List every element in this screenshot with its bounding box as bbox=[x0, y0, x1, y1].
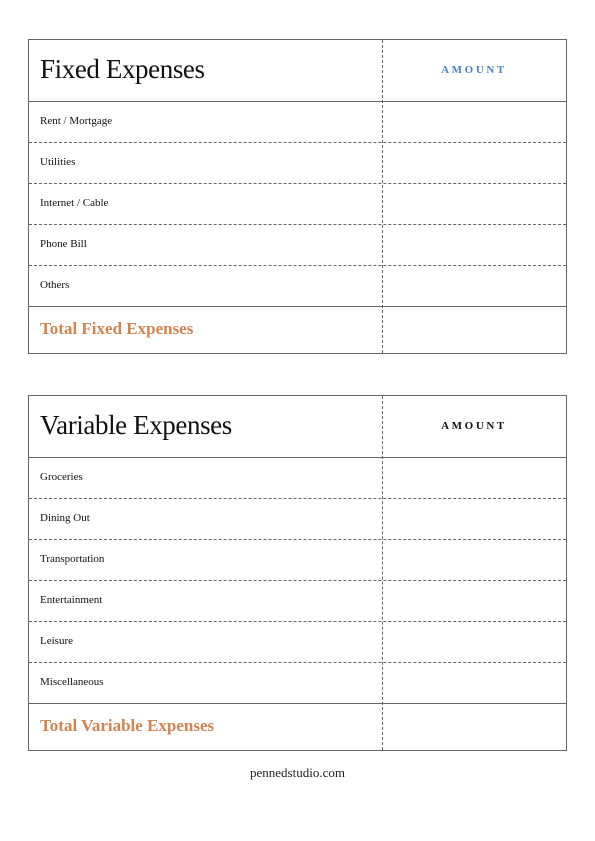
fixed-expenses-header bbox=[29, 40, 566, 102]
table-row bbox=[29, 225, 566, 266]
variable-expenses-title: Variable Expenses bbox=[40, 410, 232, 440]
table-row bbox=[29, 540, 566, 581]
row-label-groceries: Groceries bbox=[40, 471, 83, 483]
row-label-leisure: Leisure bbox=[40, 635, 73, 647]
table-row bbox=[29, 102, 566, 143]
row-label-others: Others bbox=[40, 279, 70, 291]
table-row bbox=[29, 184, 566, 225]
table-row bbox=[29, 458, 566, 499]
variable-expenses-rows bbox=[29, 458, 566, 704]
row-label-rent-mortgage: Rent / Mortgage bbox=[40, 115, 113, 127]
table-row bbox=[29, 266, 566, 307]
row-label-internet-cable: Internet / Cable bbox=[40, 197, 109, 209]
fixed-expenses-rows bbox=[29, 102, 566, 307]
total-variable-expenses-label: Total Variable Expenses bbox=[40, 716, 215, 735]
footer-website: pennedstudio.com bbox=[250, 765, 345, 780]
variable-expenses-table bbox=[28, 395, 567, 751]
fixed-amount-header: AMOUNT bbox=[441, 64, 507, 76]
row-label-miscellaneous: Miscellaneous bbox=[40, 676, 104, 688]
row-label-transportation: Transportation bbox=[40, 553, 105, 565]
fixed-expenses-title: Fixed Expenses bbox=[40, 54, 205, 84]
row-label-phone-bill: Phone Bill bbox=[40, 238, 87, 250]
table-row bbox=[29, 499, 566, 540]
variable-total-row bbox=[29, 702, 566, 750]
fixed-expenses-table bbox=[28, 39, 567, 354]
row-label-entertainment: Entertainment bbox=[40, 594, 103, 606]
variable-amount-header: AMOUNT bbox=[441, 420, 507, 432]
total-fixed-expenses-label: Total Fixed Expenses bbox=[40, 319, 194, 338]
row-label-dining-out: Dining Out bbox=[40, 512, 90, 524]
table-row bbox=[29, 581, 566, 622]
table-row bbox=[29, 622, 566, 663]
table-row bbox=[29, 143, 566, 184]
row-label-utilities: Utilities bbox=[40, 156, 76, 168]
table-row bbox=[29, 663, 566, 704]
fixed-total-row bbox=[29, 305, 566, 353]
variable-expenses-header bbox=[29, 396, 566, 458]
